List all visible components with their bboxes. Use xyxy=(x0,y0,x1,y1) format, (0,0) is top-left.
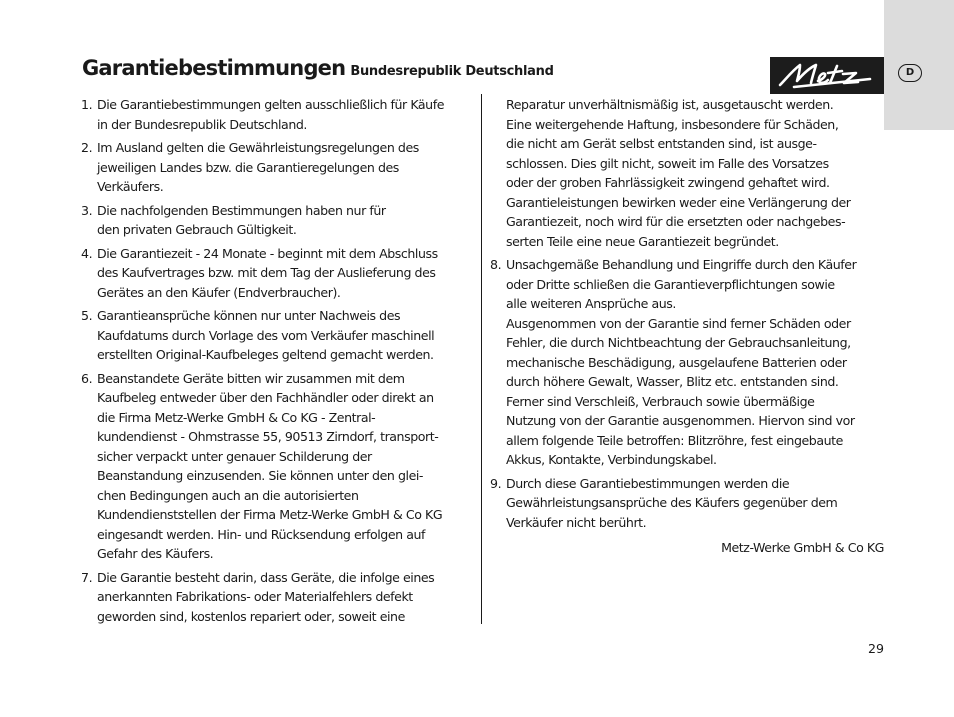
title-subtitle: Bundesrepublik Deutschland xyxy=(350,64,554,79)
item-text-line: oder Dritte schließen die Garantieverpflichtungen sowie xyxy=(506,276,835,292)
list-item xyxy=(81,369,476,564)
item-text-line: Die Garantie besteht darin, dass Geräte, die infolge eines xyxy=(97,569,435,585)
list-item xyxy=(81,306,476,365)
item-text-line: alle weiteren Ansprüche aus. xyxy=(506,296,676,311)
item-text-line: Verkäufers. xyxy=(97,179,164,194)
item-text-line: schlossen. Dies gilt nicht, soweit im Falle des Vorsatzes xyxy=(506,155,829,171)
item-text-line: Ferner sind Verschleiß, Verbrauch sowie übermäßige xyxy=(506,393,815,409)
item-text-line: Eine weitergehende Haftung, insbesondere für Schäden, xyxy=(506,116,839,132)
item-text-line: eingesandt werden. Hin- und Rücksendung erfolgen auf xyxy=(97,526,426,542)
item-text-line: den privaten Gebrauch Gültigkeit. xyxy=(97,222,297,237)
item-text-line: durch höhere Gewalt, Wasser, Blitz etc. entstanden sind. xyxy=(506,374,839,389)
item-text-line: Kaufbeleg entweder über den Fachhändler oder direkt an xyxy=(97,390,434,405)
item-text-line: die nicht am Gerät selbst entstanden sind, ist ausge- xyxy=(506,136,817,151)
page-title xyxy=(82,56,554,80)
item-text-line: mechanische Beschädigung, ausgelaufene Batterien oder xyxy=(506,354,847,370)
item-number: 6. xyxy=(81,370,93,386)
item-text-line: anerkannten Fabrikations- oder Materialfehlers defekt xyxy=(97,589,413,604)
item-text-line: Kundendienststellen der Firma Metz-Werke GmbH & Co KG xyxy=(97,507,443,522)
item-text-line: Durch diese Garantiebestimmungen werden die xyxy=(506,475,790,491)
list-item xyxy=(81,95,476,134)
page-number: 29 xyxy=(867,641,884,656)
item-text-line: die Firma Metz-Werke GmbH & Co KG - Zentral- xyxy=(97,409,376,425)
item-number: 4. xyxy=(81,245,93,261)
item-text-line: Gerätes an den Käufer (Endverbraucher). xyxy=(97,284,341,300)
list-item xyxy=(490,255,890,470)
item-text-line: Unsachgemäße Behandlung und Eingriffe durch den Käufer xyxy=(506,257,857,272)
metz-logo-lettering xyxy=(780,65,870,87)
right-column xyxy=(490,95,890,558)
right-items xyxy=(490,255,890,532)
item-text-line: Beanstandete Geräte bitten wir zusammen mit dem xyxy=(97,370,405,386)
item-text-line: chen Bedingungen auch an die autorisierten xyxy=(97,487,359,503)
list-item xyxy=(490,474,890,533)
metz-logo-icon xyxy=(770,57,884,94)
item-text-line: Im Ausland gelten die Gewährleistungsregelungen des xyxy=(97,140,419,155)
item-text-line: kundendienst - Ohmstrasse 55, 90513 Zirndorf, transport- xyxy=(97,429,439,444)
item-text-line: Garantieleistungen bewirken weder eine Verlängerung der xyxy=(506,194,851,210)
column-divider xyxy=(481,94,482,624)
signature: Metz-Werke GmbH & Co KG xyxy=(721,540,884,555)
language-badge: D xyxy=(898,64,922,82)
item-7-continuation xyxy=(490,95,890,251)
item-text-line: serten Teile eine neue Garantiezeit begründet. xyxy=(506,233,779,249)
item-text-line: des Kaufvertrages bzw. mit dem Tag der Auslieferung des xyxy=(97,265,436,280)
item-text-line: jeweiligen Landes bzw. die Garantieregelungen des xyxy=(97,159,399,175)
item-text-line: Beanstandung einzusenden. Sie können unter den glei- xyxy=(97,468,424,483)
left-column xyxy=(81,95,476,630)
item-number: 5. xyxy=(81,308,93,323)
corner-tab xyxy=(884,0,954,130)
item-text-line: Ausgenommen von der Garantie sind ferner Schäden oder xyxy=(506,315,851,331)
item-text-line: Die Garantiebestimmungen gelten ausschließlich für Käufe xyxy=(97,97,444,112)
metz-logo xyxy=(770,57,884,94)
item-text-line: Garantieansprüche können nur unter Nachweis des xyxy=(97,308,401,323)
item-text-line: Reparatur unverhältnismäßig ist, ausgetauscht werden. xyxy=(506,97,834,112)
list-item xyxy=(81,244,476,303)
item-text-line: Gewährleistungsansprüche des Käufers gegenüber dem xyxy=(506,495,838,510)
item-text-line: Nutzung von der Garantie ausgenommen. Hiervon sind vor xyxy=(506,413,855,428)
item-number: 2. xyxy=(81,140,93,155)
item-text-line: in der Bundesrepublik Deutschland. xyxy=(97,116,307,132)
item-text-line: Kaufdatums durch Vorlage des vom Verkäufer maschinell xyxy=(97,327,435,343)
title-main: Garantiebestimmungen xyxy=(82,56,346,80)
item-text-line: Gefahr des Käufers. xyxy=(97,546,214,561)
list-item xyxy=(81,568,476,627)
item-number: 9. xyxy=(490,475,502,491)
item-text-line: Fehler, die durch Nichtbeachtung der Gebrauchsanleitung, xyxy=(506,335,851,350)
item-text-line: Akkus, Kontakte, Verbindungskabel. xyxy=(506,452,717,467)
item-text-line: Die nachfolgenden Bestimmungen haben nur für xyxy=(97,202,386,218)
item-text-line: allem folgende Teile betroffen: Blitzröhre, fest eingebaute xyxy=(506,432,843,448)
item-number: 7. xyxy=(81,569,93,585)
item-text-line: Die Garantiezeit - 24 Monate - beginnt mit dem Abschluss xyxy=(97,245,438,261)
list-item xyxy=(81,201,476,240)
item-number: 8. xyxy=(490,257,502,272)
item-number: 1. xyxy=(81,97,93,112)
list-item xyxy=(81,138,476,197)
item-text-line: erstellten Original-Kaufbeleges geltend gemacht werden. xyxy=(97,347,434,362)
item-text-line: Verkäufer nicht berührt. xyxy=(506,514,647,530)
item-text-line: geworden sind, kostenlos repariert oder, soweit eine xyxy=(97,608,405,624)
item-number: 3. xyxy=(81,202,93,218)
item-text-line: Garantiezeit, noch wird für die ersetzten oder nachgebes- xyxy=(506,214,846,229)
item-text-line: sicher verpackt unter genauer Schilderung der xyxy=(97,448,372,464)
item-text-line: oder der groben Fahrlässigkeit zwingend gehaftet wird. xyxy=(506,175,830,190)
